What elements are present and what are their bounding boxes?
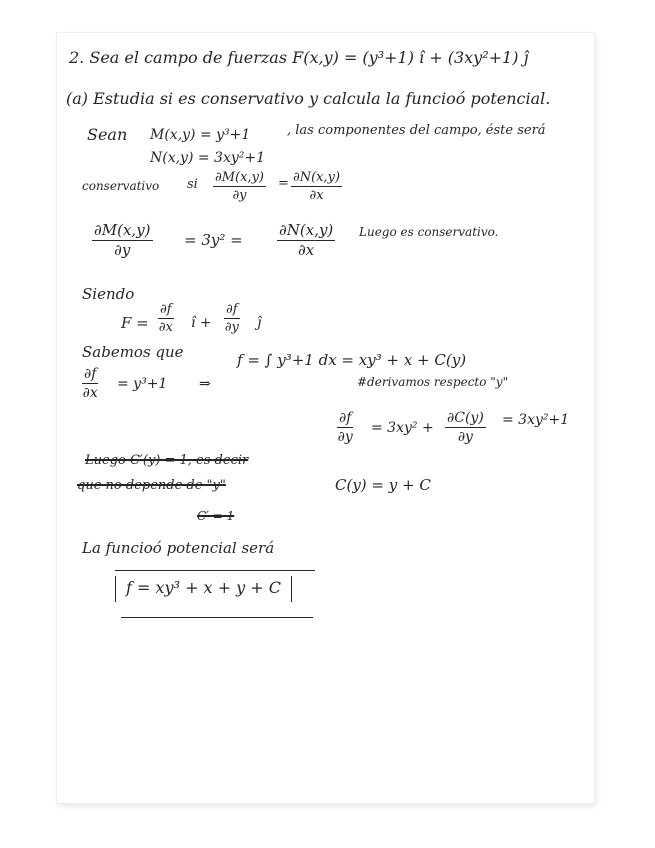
derivative-dc-den: ∂y xyxy=(457,428,473,445)
sean-label: Sean xyxy=(87,125,128,144)
m-definition: M(x,y) = y³+1 xyxy=(150,127,251,143)
condition-rhs-fraction xyxy=(291,171,342,202)
derivamos-note: #derivamos respecto "y" xyxy=(357,375,509,389)
derivative-dc-fraction xyxy=(445,411,486,444)
c-result: C(y) = y + C xyxy=(335,476,431,494)
problem-part-a: (a) Estudia si es conservativo y calcula la funcioó potencial. xyxy=(66,89,551,108)
siendo-i-hat: î + xyxy=(191,315,212,331)
condition-lhs-fraction xyxy=(213,171,266,202)
condition-rhs-num: ∂N(x,y) xyxy=(293,170,341,185)
condition-equals: = xyxy=(278,176,289,191)
sabemos-dfdx-num: ∂f xyxy=(84,366,97,382)
conservative-label: conservativo xyxy=(82,179,160,193)
check-middle: = 3y² = xyxy=(184,231,243,249)
siendo-dfdx-den: ∂x xyxy=(158,319,173,335)
check-lhs-den: ∂y xyxy=(114,240,131,259)
struck-line-2: que no depende de "y" xyxy=(77,478,226,493)
siendo-label: Siendo xyxy=(82,285,135,303)
implies-arrow: ⇒ xyxy=(199,376,211,392)
siendo-j-hat: ĵ xyxy=(257,315,262,331)
check-rhs-den: ∂x xyxy=(298,240,315,259)
si-label: si xyxy=(187,177,198,192)
derivative-dc-num: ∂C(y) xyxy=(447,410,484,426)
condition-rhs-den: ∂x xyxy=(309,187,324,203)
struck-line-3: C′ = 1 xyxy=(197,509,235,523)
siendo-F-eq: F = xyxy=(121,314,149,332)
check-lhs-fraction xyxy=(92,223,153,259)
check-rhs-num: ∂N(x,y) xyxy=(279,221,334,239)
n-definition: N(x,y) = 3xy²+1 xyxy=(150,150,266,166)
handwritten-page xyxy=(57,33,594,803)
derivative-rhs: = 3xy²+1 xyxy=(502,412,570,428)
final-label: La funcioó potencial será xyxy=(82,539,275,557)
sabemos-dfdx-den: ∂x xyxy=(82,384,98,401)
siendo-dfdx-fraction xyxy=(158,303,174,334)
siendo-dfdy-fraction xyxy=(224,303,240,334)
struck-line-1: Luego C′(y) = 1, es decir xyxy=(85,453,249,468)
sabemos-dfdx-fraction xyxy=(82,367,98,400)
condition-lhs-num: ∂M(x,y) xyxy=(215,170,264,185)
siendo-dfdy-den: ∂y xyxy=(224,319,239,335)
components-comment: , las componentes del campo, éste será xyxy=(287,123,546,138)
check-lhs-num: ∂M(x,y) xyxy=(94,221,151,239)
check-conclusion: Luego es conservativo. xyxy=(359,225,499,239)
derivative-dfdy-den: ∂y xyxy=(337,428,353,445)
derivative-dfdy-fraction xyxy=(337,411,353,444)
siendo-dfdx-num: ∂f xyxy=(160,302,172,317)
integral-expression: f = ∫ y³+1 dx = xy³ + x + C(y) xyxy=(237,351,467,369)
check-rhs-fraction xyxy=(277,223,335,259)
answer-underline xyxy=(121,617,313,618)
final-answer: f = xy³ + x + y + C xyxy=(126,578,282,597)
problem-heading: 2. Sea el campo de fuerzas F(x,y) = (y³+1) î + (3xy²+1) ĵ xyxy=(69,48,529,67)
sabemos-label: Sabemos que xyxy=(82,343,184,361)
condition-lhs-den: ∂y xyxy=(232,187,247,203)
sabemos-rhs: = y³+1 xyxy=(117,376,168,392)
answer-overline xyxy=(115,570,315,571)
siendo-dfdy-num: ∂f xyxy=(226,302,238,317)
final-answer-box xyxy=(115,576,292,602)
derivative-mid: = 3xy² + xyxy=(371,420,434,436)
derivative-dfdy-num: ∂f xyxy=(339,410,352,426)
